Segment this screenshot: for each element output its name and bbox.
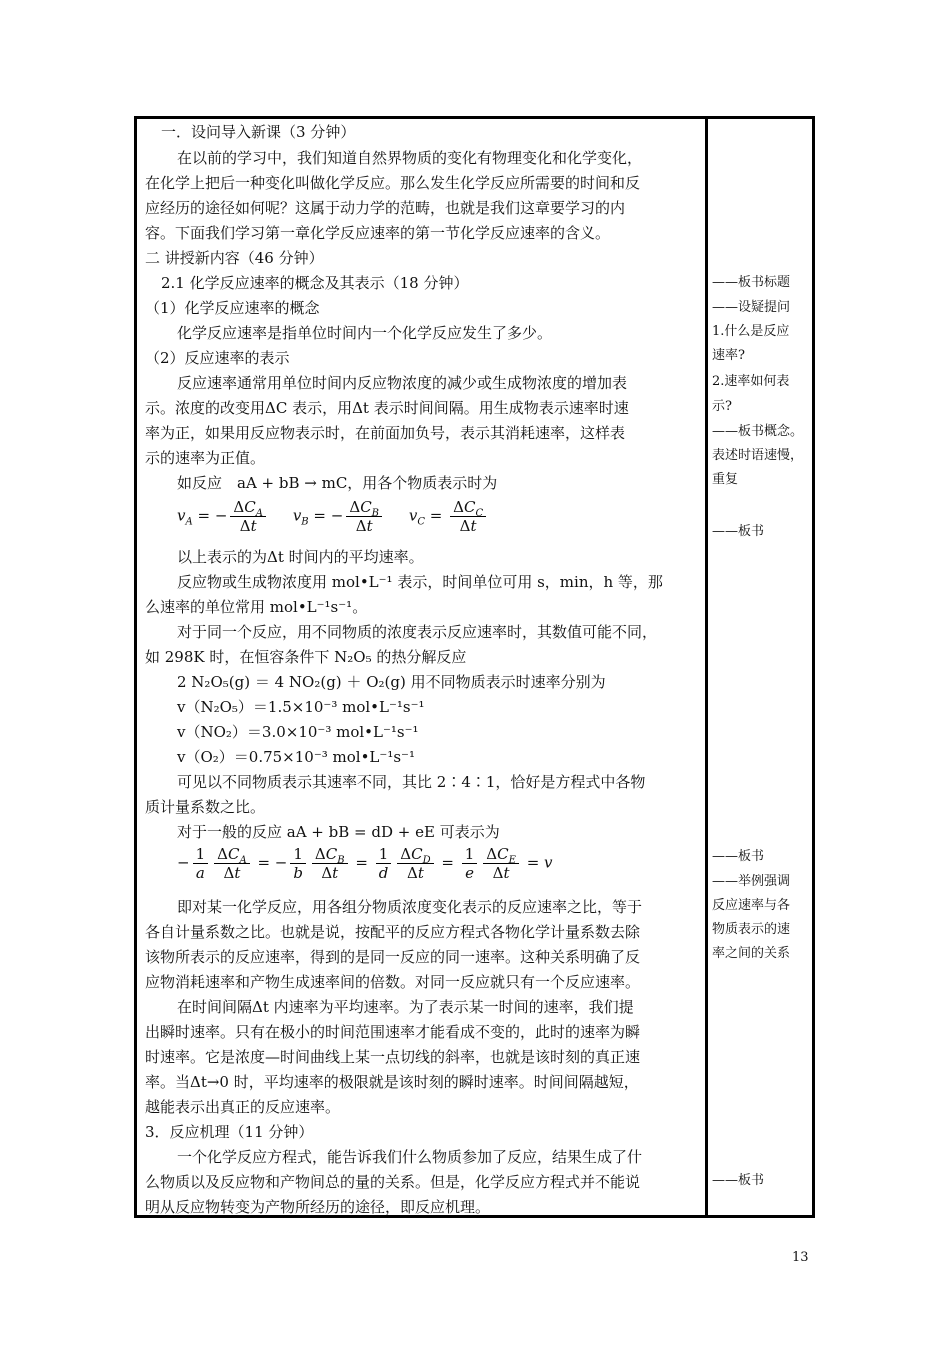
text-line: 么速率的单位常用 mol•L⁻¹s⁻¹。 [145,598,368,616]
side-note: ——板书概念。 [712,424,804,439]
side-note: 2.速率如何表 [712,374,790,389]
section-heading: 一．设问导入新课（3 分钟） [161,123,356,141]
text-line: 反应物或生成物浓度用 mol•L⁻¹ 表示，时间单位可用 s，min，h 等，那 [177,573,663,591]
subsection-heading: （2）反应速率的表示 [145,349,290,367]
text-line: 对于一般的反应 aA + bB = dD + eE 可表示为 [177,823,500,841]
rate-equation-1: $v_A$ = − $\frac{\Delta C_A}{\Delta t}$ $v_B$ = − $\frac{\Delta C_B}{\Delta t}$ $v_C$ = $\frac{\Delta C_C}{\Delta t}$ [177,498,489,535]
section-heading: 二 讲授新内容（46 分钟） [145,249,324,267]
side-note: ——板书标题 [712,275,791,290]
section-heading: 3．反应机理（11 分钟） [145,1123,314,1141]
text-line: 对于同一个反应，用不同物质的浓度表示反应速率时，其数值可能不同， [177,623,658,641]
text-line: 容。下面我们学习第一章化学反应速率的第一节化学反应速率的含义。 [145,224,611,242]
text-line: 应经历的途径如何呢？这属于动力学的范畴，也就是我们这章要学习的内 [145,199,626,217]
text-line: 在时间间隔Δt 内速率为平均速率。为了表示某一时间的速率，我们提 [177,998,634,1016]
text-line: v（NO₂）＝3.0×10⁻³ mol•L⁻¹s⁻¹ [177,723,419,741]
side-note: 率之间的关系 [712,946,791,961]
text-line: 示的速率为正值。 [145,449,266,467]
text-line: 在化学上把后一种变化叫做化学反应。那么发生化学反应所需要的时间和反 [145,174,641,192]
text-line: 即对某一化学反应，用各组分物质浓度变化表示的反应速率之比，等于 [177,898,643,916]
side-note: ——板书 [712,849,765,864]
text-line: 率为正，如果用反应物表示时，在前面加负号，表示其消耗速率，这样表 [145,424,626,442]
page-number: 13 [792,1250,809,1265]
text-line: 如 298K 时，在恒容条件下 N₂O₅ 的热分解反应 [145,648,467,666]
side-note: 示? [712,399,732,414]
text-line: 率。当Δt→0 时，平均速率的极限就是该时刻的瞬时速率。时间间隔越短， [145,1073,639,1091]
text-line: 反应速率通常用单位时间内反应物浓度的减少或生成物浓度的增加表 [177,374,628,392]
side-note: 1.什么是反应 [712,324,790,339]
side-note: 重复 [712,472,739,487]
text-line: 如反应 aA + bB → mC，用各个物质表示时为 [177,474,498,492]
text-line: 2 N₂O₅(g) ＝ 4 NO₂(g) ＋ O₂(g) 用不同物质表示时速率分别为 [177,673,606,691]
subsection-heading: （1）化学反应速率的概念 [145,299,320,317]
side-note: 反应速率与各 [712,898,791,913]
text-line: 明从反应物转变为产物所经历的途径，即反应机理。 [145,1198,491,1216]
text-line: 出瞬时速率。只有在极小的时间范围速率才能看成不变的，此时的速率为瞬 [145,1023,641,1041]
side-note: ——板书 [712,524,765,539]
subsection-heading: 2.1 化学反应速率的概念及其表示（18 分钟） [161,274,469,292]
text-line: 在以前的学习中，我们知道自然界物质的变化有物理变化和化学变化， [177,149,643,167]
side-note: ——设疑提问 [712,300,791,315]
text-line: v（O₂）＝0.75×10⁻³ mol•L⁻¹s⁻¹ [177,748,415,766]
text-line: 质计量系数之比。 [145,798,266,816]
text-line: 示。浓度的改变用ΔC 表示，用Δt 表示时间间隔。用生成物表示速率时速 [145,399,629,417]
side-note: ——板书 [712,1173,765,1188]
side-note: ——举例强调 [712,874,791,889]
column-divider [705,116,708,1218]
text-line: 化学反应速率是指单位时间内一个化学反应发生了多少。 [177,324,553,342]
side-note: 物质表示的速 [712,922,791,937]
text-line: 一个化学反应方程式，能告诉我们什么物质参加了反应，结果生成了什 [177,1148,643,1166]
text-line: 以上表示的为Δt 时间内的平均速率。 [177,548,424,566]
text-line: 么物质以及反应物和产物间总的量的关系。但是，化学反应方程式并不能说 [145,1173,641,1191]
text-line: 越能表示出真正的反应速率。 [145,1098,341,1116]
text-line: v（N₂O₅）＝1.5×10⁻³ mol•L⁻¹s⁻¹ [177,698,425,716]
text-line: 该物所表示的反应速率，得到的是同一反应的同一速率。这种关系明确了反 [145,948,641,966]
text-line: 各自计量系数之比。也就是说，按配平的反应方程式各物化学计量系数去除 [145,923,641,941]
side-note: 表述时语速慢， [712,448,804,463]
rate-equation-2: − $\frac{1}{a}$ $\frac{\Delta C_A}{\Delta t}$ = − $\frac{1}{b}$ $\frac{\Delta C_B}{\Delta t}$ = $\frac{1}{d}$ $\frac{\Delta C_D}{\Delta t}$ = $\frac{1}{e}$ $\frac{\Delta C_E}{\Delta t}$ = v [177,845,553,882]
side-note: 速率? [712,348,745,363]
text-line: 可见以不同物质表示其速率不同，其比 2∶4∶1，恰好是方程式中各物 [177,773,646,791]
text-line: 应物消耗速率和产物生成速率间的倍数。对同一反应就只有一个反应速率。 [145,973,641,991]
text-line: 时速率。它是浓度—时间曲线上某一点切线的斜率，也就是该时刻的真正速 [145,1048,641,1066]
